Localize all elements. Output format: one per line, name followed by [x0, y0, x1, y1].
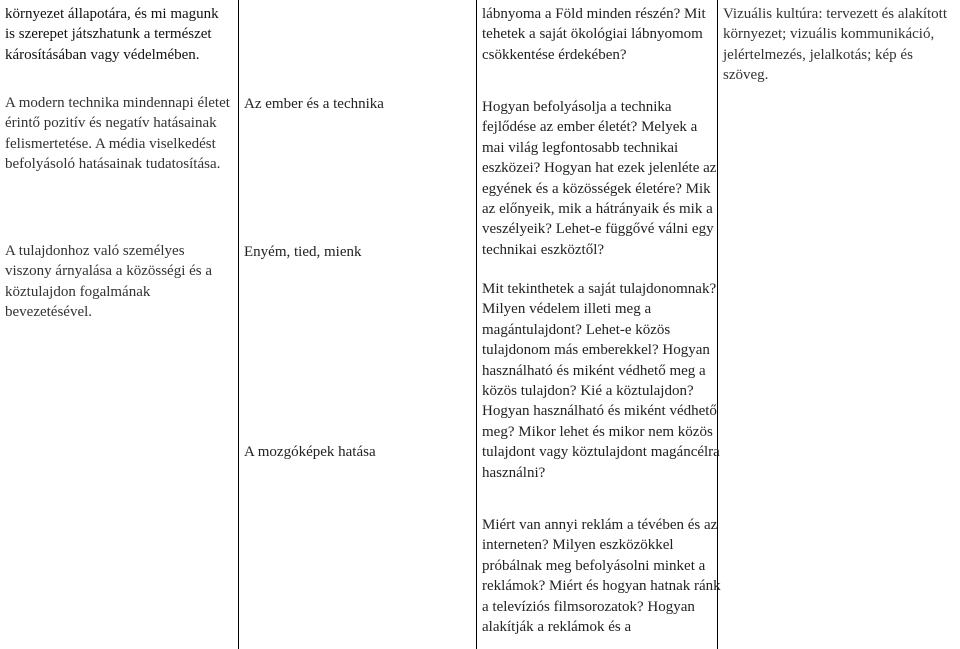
topics-column	[239, 0, 476, 649]
goals-column	[0, 0, 238, 649]
connections-column	[718, 0, 960, 649]
goal-paragraph-technology: A modern technika mindennapi életet érintő pozitív és negatív hatásainak felismertetése. A média viselkedést befolyásoló hatásainak tudatosítása.	[5, 95, 230, 173]
questions-property: Mit tekinthetek a saját tulajdonomnak? Milyen védelem illeti meg a magántulajdont? Lehet-e közös tulajdonom más emberekkel? Hogyan használható és miként védhető meg a közös tulajdon? Kié a köztulajdon? Hogyan használható és miként védhető meg? Mikor lehet és mikor nem közös tulajdont vagy köztulajdont magáncélra használni?	[482, 281, 720, 481]
questions-column	[477, 0, 721, 649]
questions-technology: Hogyan befolyásolja a technika fejlődése az ember életét? Melyek a mai világ legfontosabb technikai eszközei? Hogyan hat ezek jelenléte az egyének és a közösségek életére? Mik az előnyeik, mik a hátrányaik és mik a veszélyeik? Lehet-e függővé válni egy technikai eszköztől?	[482, 99, 717, 258]
topic-technology: Az ember és a technika	[244, 96, 384, 112]
questions-advertising: Miért van annyi reklám a tévében és az interneten? Milyen eszközökkel próbálnak meg befolyásolni minket a reklámok? Miért és hogyan hatnak ránk a televíziós filmsorozatok? Hogyan alakítják a reklámok és a	[482, 517, 721, 636]
topic-moving-images: A mozgóképek hatása	[244, 444, 376, 460]
questions-ecology: lábnyoma a Föld minden részén? Mit tehetek a saját ökológiai lábnyomom csökkentése érdekében?	[482, 6, 706, 63]
goal-paragraph-property: A tulajdonhoz való személyes viszony árnyalása a közösségi és a köztulajdon fogalmának bevezetésével.	[5, 243, 213, 321]
goal-paragraph-environment: környezet állapotára, és mi magunk is szerepet játszhatunk a természet károsításában vagy védelmében.	[5, 6, 219, 63]
topic-property: Enyém, tied, mienk	[244, 244, 362, 260]
connection-visual-culture: Vizuális kultúra: tervezett és alakított környezet; vizuális kommunikáció, jelértelmezés, jelalkotás; kép és szöveg.	[723, 6, 948, 84]
